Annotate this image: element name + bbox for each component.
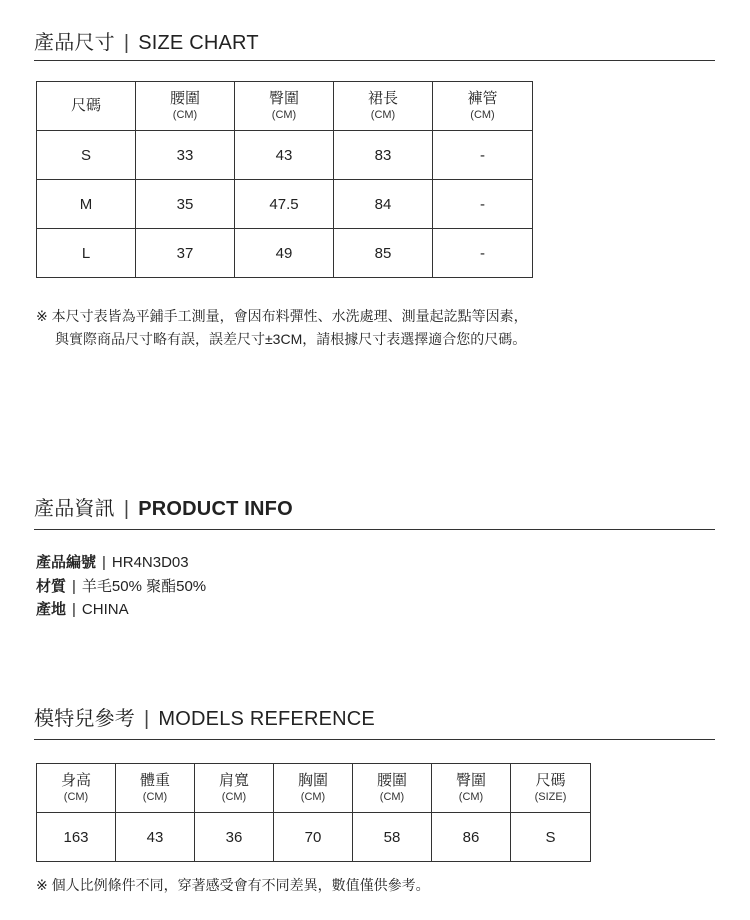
models-reference-title-zh: 模特兒參考	[34, 708, 135, 730]
header-cell-height: 身高 (CM)	[37, 764, 116, 813]
table-cell: 84	[334, 180, 433, 229]
product-info-title-en: PRODUCT INFO	[138, 498, 293, 520]
table-cell: 70	[274, 813, 353, 862]
product-code-label: 產品編號	[36, 554, 97, 571]
table-cell: 37	[136, 229, 235, 278]
table-cell: 36	[195, 813, 274, 862]
origin-label: 產地	[36, 601, 67, 618]
table-cell: -	[433, 180, 533, 229]
models-reference-title-en: MODELS REFERENCE	[158, 708, 375, 730]
header-cell-size: 尺碼 (SIZE)	[511, 764, 591, 813]
header-cell-hip: 臀圍 (CM)	[432, 764, 511, 813]
table-cell: L	[37, 229, 136, 278]
table-row	[37, 813, 591, 862]
table-cell: 47.5	[235, 180, 334, 229]
header-cell-shoulder: 肩寬 (CM)	[195, 764, 274, 813]
size-chart-note-line2: 與實際商品尺寸略有誤，誤差尺寸±3CM，請根據尺寸表選擇適合您的尺碼。	[55, 331, 527, 347]
table-cell: 163	[37, 813, 116, 862]
table-cell: S	[37, 131, 136, 180]
product-info-title-zh: 產品資訊	[34, 498, 115, 520]
origin-line: 產地 | CHINA	[36, 601, 129, 618]
size-chart-title-zh: 產品尺寸	[34, 32, 115, 54]
material-label: 材質	[36, 578, 67, 595]
table-cell: 43	[116, 813, 195, 862]
table-row	[37, 229, 533, 278]
product-code-line: 產品編號 | HR4N3D03	[36, 554, 189, 571]
models-reference-note: ※ 個人比例條件不同，穿著感受會有不同差異，數值僅供參考。	[36, 877, 430, 893]
material-line: 材質 | 羊毛50% 聚酯50%	[36, 578, 207, 595]
product-code-value: HR4N3D03	[111, 554, 189, 571]
table-cell: S	[511, 813, 591, 862]
header-cell-waist: 腰圍 (CM)	[136, 82, 235, 131]
models-reference-divider	[34, 739, 715, 740]
header-cell-weight: 體重 (CM)	[116, 764, 195, 813]
table-row	[37, 180, 533, 229]
material-value: 羊毛50% 聚酯50%	[81, 578, 207, 595]
table-cell: 85	[334, 229, 433, 278]
table-header-row	[37, 82, 533, 131]
table-cell: 35	[136, 180, 235, 229]
header-cell-leg-opening: 褲管 (CM)	[433, 82, 533, 131]
header-cell-skirt-length: 裙長 (CM)	[334, 82, 433, 131]
product-info-divider	[34, 529, 715, 530]
table-cell: 58	[353, 813, 432, 862]
table-cell: 43	[235, 131, 334, 180]
size-chart-title-en: SIZE CHART	[138, 32, 259, 54]
models-reference-table	[36, 763, 591, 862]
models-reference-title: 模特兒參考 | MODELS REFERENCE	[34, 708, 375, 730]
product-info-title: 產品資訊 | PRODUCT INFO	[34, 498, 293, 520]
table-cell: 83	[334, 131, 433, 180]
size-chart-divider	[34, 60, 715, 61]
origin-value: CHINA	[81, 601, 129, 618]
table-cell: -	[433, 229, 533, 278]
table-cell: -	[433, 131, 533, 180]
header-cell-hip: 臀圍 (CM)	[235, 82, 334, 131]
size-chart-title: 產品尺寸 | SIZE CHART	[34, 32, 259, 54]
size-chart-note-line1: ※ 本尺寸表皆為平鋪手工測量，會因布料彈性、水洗處理、測量起訖點等因素，	[36, 308, 528, 324]
header-cell-waist: 腰圍 (CM)	[353, 764, 432, 813]
table-cell: 86	[432, 813, 511, 862]
table-cell: M	[37, 180, 136, 229]
table-row	[37, 131, 533, 180]
header-cell-bust: 胸圍 (CM)	[274, 764, 353, 813]
table-cell: 49	[235, 229, 334, 278]
table-header-row	[37, 764, 591, 813]
table-cell: 33	[136, 131, 235, 180]
size-chart-table	[36, 81, 533, 278]
header-cell-size: 尺碼	[37, 82, 136, 131]
